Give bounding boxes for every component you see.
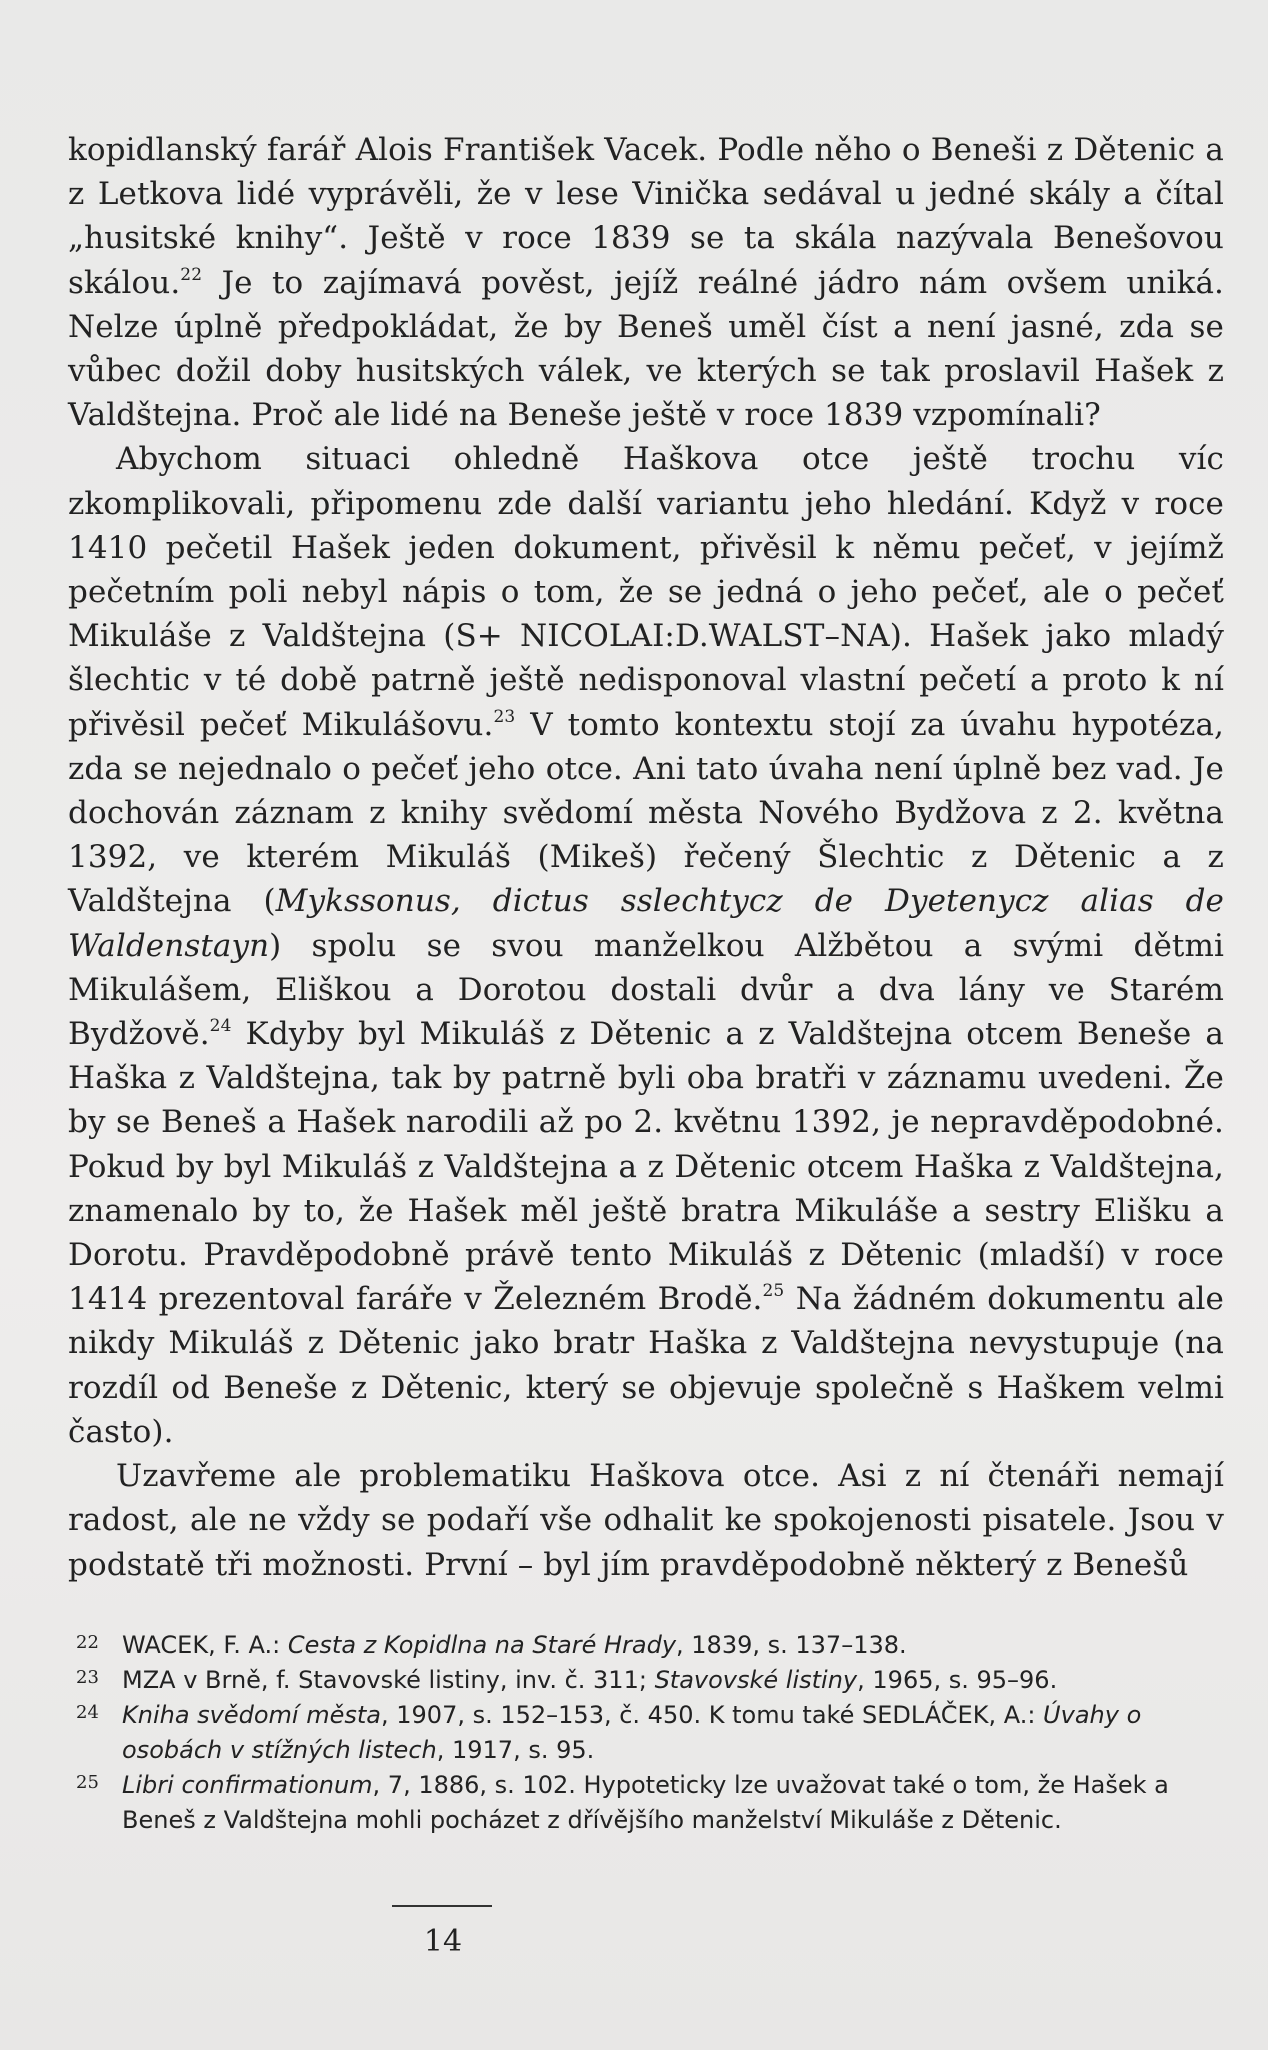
text-run: Abychom situaci ohledně Haškova otce ještě trochu víc zkomplikovali, připomenu zde další variantu jeho hledání. Když v roce 1410 pečetil Hašek jeden dokument, přivěsil k němu pečeť, v jejímž pečetním poli nebyl nápis o tom, že se jedná o jeho pečeť, ale o pečeť Mikuláše z Valdštejna (S+ NICOLAI:D.WALST–NA). Hašek jako mladý šlechtic v té době patrně ještě nedisponoval vlastní pečetí a proto k ní přivěsil pečeť Mikulášovu. xyxy=(68,441,1224,743)
footnote-ref: 23 xyxy=(493,706,516,727)
text-run: , 7, 1886, s. 102. Hypoteticky lze uvažovat také o tom, že Hašek a Beneš z Valdštejna mohli pocházet z dřívějšího manželství Mikuláše z Dětenic. xyxy=(122,1771,1169,1834)
footnote-text xyxy=(122,1663,1224,1698)
paragraph-2 xyxy=(68,437,1224,1454)
footnote-number: 23 xyxy=(76,1667,99,1688)
italic-text: Cesta z Kopidlna na Staré Hrady xyxy=(287,1631,677,1659)
footnote-ref: 24 xyxy=(209,1016,232,1037)
footnote xyxy=(76,1768,1224,1838)
body-text xyxy=(68,128,1224,1587)
italic-text: Libri confirmationum xyxy=(122,1771,373,1799)
text-run: , 1965, s. 95–96. xyxy=(857,1666,1058,1694)
footnote-number: 24 xyxy=(76,1702,99,1723)
footnote xyxy=(76,1663,1224,1698)
footnote xyxy=(76,1628,1224,1663)
text-run: kopidlanský farář Alois František Vacek. Podle něho o Beneši z Dětenic a z Letkova lidé vyprávěli, že v lese Vinička sedával u jedné skály a čítal „husitské knihy“. Ještě v roce 1839 se ta skála nazývala Benešovou skálou. xyxy=(68,132,1224,301)
footnote-ref: 25 xyxy=(762,1281,785,1302)
text-run: Uzavřeme ale problematiku Haškova otce. Asi z ní čtenáři nemají radost, ale ne vždy se podaří vše odhalit ke spokojenosti pisatele. Jsou v podstatě tři možnosti. První – byl jím pravděpodobně některý z Benešů xyxy=(68,1458,1224,1583)
text-run: , 1917, s. 95. xyxy=(436,1736,595,1764)
footnote-number: 25 xyxy=(76,1772,99,1793)
text-run: , 1907, s. 152–153, č. 450. K tomu také SEDLÁČEK, A.: xyxy=(381,1701,1044,1729)
footnotes xyxy=(76,1628,1224,1838)
footnote-text xyxy=(122,1628,1224,1663)
footnote-number: 22 xyxy=(76,1632,99,1653)
italic-text: Úvahy o osobách v stížných listech xyxy=(122,1701,1142,1764)
paragraph-3 xyxy=(68,1454,1224,1587)
text-run: Kdyby byl Mikuláš z Dětenic a z Valdštejna otcem Beneše a Haška z Valdštejna, tak by patrně byli oba bratři v záznamu uvedeni. Že by se Beneš a Hašek narodili až po 2. květnu 1392, je nepravděpodobné. Pokud by byl Mikuláš z Valdštejna a z Dětenic otcem Haška z Valdštejna, znamenalo by to, že Hašek měl ještě bratra Mikuláše a sestry Elišku a Dorotu. Pravděpodobně právě tento Mikuláš z Dětenic (mladší) v roce 1414 prezentoval faráře v Železném Brodě. xyxy=(68,1016,1224,1318)
text-run: Na žádném dokumentu ale nikdy Mikuláš z Dětenic jako bratr Haška z Valdštejna nevystupuje (na rozdíl od Beneše z Dětenic, který se objevuje společně s Haškem velmi často). xyxy=(68,1281,1224,1450)
page-number: 14 xyxy=(423,1924,463,1959)
footnote-text xyxy=(122,1768,1224,1838)
text-run: V tomto kontextu stojí za úvahu hypotéza, zda se nejednalo o pečeť jeho otce. Ani tato úvaha není úplně bez vad. Je dochován záznam z knihy svědomí města Nového Bydžova z 2. května 1392, ve kterém Mikuláš (Mikeš) řečený Šlechtic z Dětenic a z Valdštejna ( xyxy=(68,706,1225,920)
text-run: WACEK, F. A.: xyxy=(122,1631,288,1659)
text-run: MZA v Brně, f. Stavovské listiny, inv. č. 311; xyxy=(122,1666,655,1694)
text-run: , 1839, s. 137–138. xyxy=(676,1631,907,1659)
paragraph-1 xyxy=(68,128,1224,437)
footnote-text xyxy=(122,1698,1224,1768)
text-run: ) spolu se svou manželkou Alžbětou a svými dětmi Mikulášem, Eliškou a Dorotou dostali dvůr a dva lány ve Starém Bydžově. xyxy=(68,927,1224,1053)
italic-text: Mykssonus, dictus sslechtycz de Dyetenycz alias de Waldenstayn xyxy=(68,883,1224,964)
footer-divider xyxy=(392,1905,492,1907)
italic-text: Stavovské listiny xyxy=(654,1666,858,1694)
italic-text: Kniha svědomí města xyxy=(122,1701,381,1729)
footnote xyxy=(76,1698,1224,1768)
text-run: Je to zajímavá pověst, jejíž reálné jádro nám ovšem uniká. Nelze úplně předpokládat, že by Beneš uměl číst a není jasné, zda se vůbec dožil doby husitských válek, ve kterých se tak proslavil Hašek z Valdštejna. Proč ale lidé na Beneše ještě v roce 1839 vzpomínali? xyxy=(68,264,1224,434)
footnote-ref: 22 xyxy=(180,264,203,285)
